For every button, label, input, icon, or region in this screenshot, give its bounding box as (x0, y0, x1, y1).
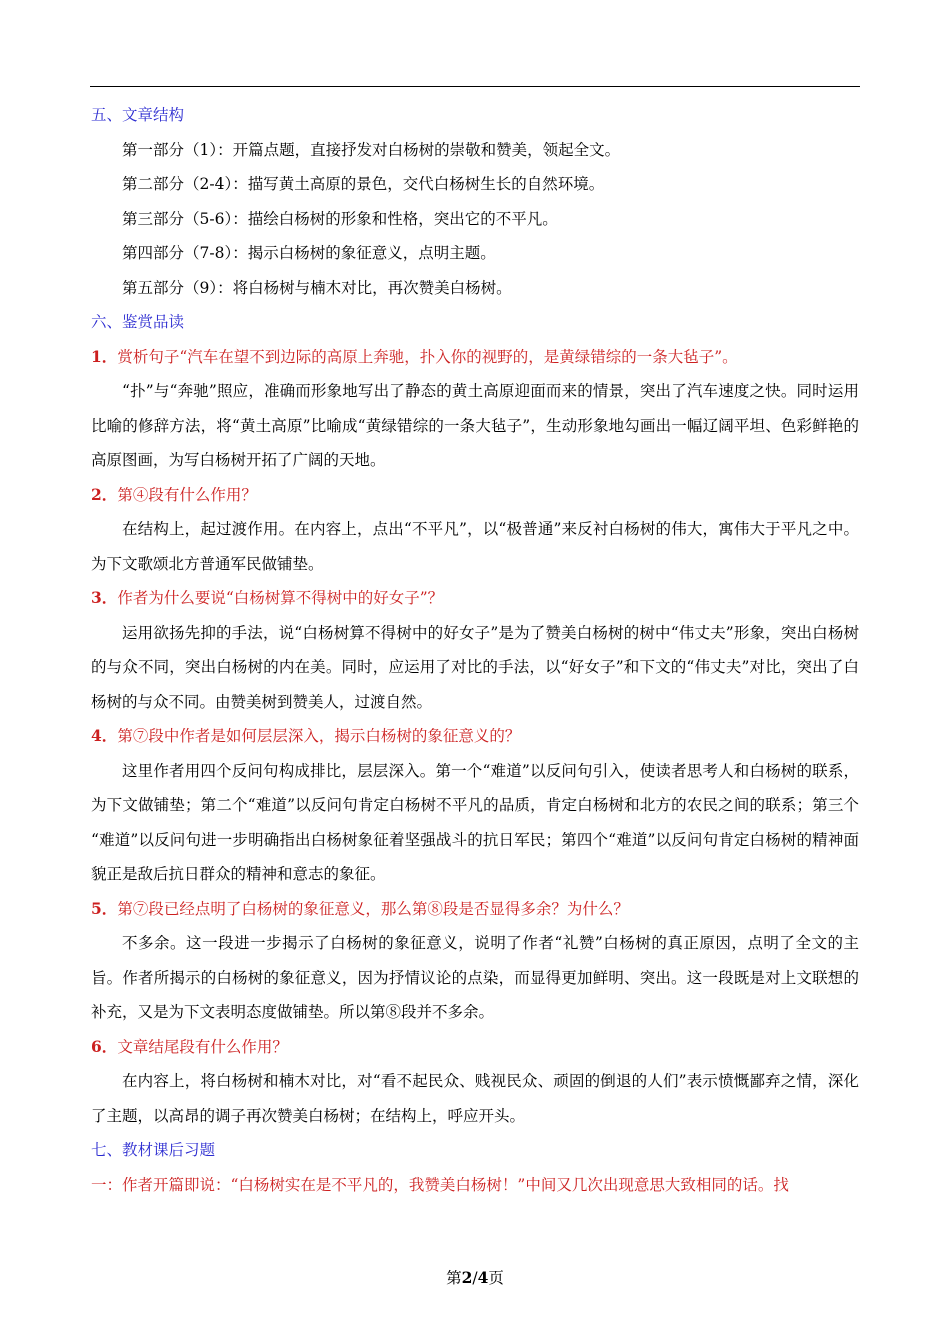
structure-part-5: 第五部分（9）：将白杨树与楠木对比，再次赞美白杨树。 (122, 278, 512, 297)
section-heading-appreciation: 六、鉴赏品读 (91, 313, 185, 331)
question-text: 作者为什么要说“白杨树算不得树中的好女子”？ (117, 589, 444, 607)
answer-3: 运用欲扬先抑的手法，说“白杨树算不得树中的好女子”是为了赞美白杨树的树中“伟丈夫”形象，突出白杨树的与众不同，突出白杨树的内在美。同时，应运用了对比的手法，以“好女子”和下文的“伟丈夫”对比，突出了白杨树的与众不同。由赞美树到赞美人，过渡自然。 (91, 623, 859, 711)
question-number: 2 (91, 484, 102, 504)
question-2: 2．第④段有什么作用？ (91, 484, 257, 504)
page-footer (0, 1266, 950, 1288)
section-heading-structure: 五、文章结构 (91, 106, 185, 124)
header-rule (90, 86, 860, 87)
question-text: 第⑦段已经点明了白杨树的象征意义，那么第⑧段是否显得多余？为什么？ (117, 899, 629, 918)
question-text: 第⑦段中作者是如何层层深入，揭示白杨树的象征意义的？ (117, 727, 521, 745)
footer-prefix: 第 (446, 1269, 462, 1287)
structure-part-1: 第一部分（1）：开篇点题，直接抒发对白杨树的崇敬和赞美，领起全文。 (122, 140, 621, 159)
current-page-number: 2 (461, 1268, 473, 1287)
answer-2: 在结构上，起过渡作用。在内容上，点出“不平凡”，以“极普通”来反衬白杨树的伟大，寓伟大于平凡之中。为下文歌颂北方普通军民做铺垫。 (91, 520, 859, 573)
question-number: 3 (91, 588, 102, 607)
total-page-number: 4 (477, 1268, 489, 1287)
structure-part-2: 第二部分（2-4）：描写黄土高原的景色，交代白杨树生长的自然环境。 (122, 175, 605, 193)
answer-4: 这里作者用四个反问句构成排比，层层深入。第一个“难道”以反问句引入，使读者思考人和白杨树的联系，为下文做铺垫；第二个“难道”以反问句肯定白杨树不平凡的品质，肯定白杨树和北方的农民之间的联系；第三个 “难道”以反问句进一步明确指出白杨树象征着坚强战斗的抗日军民；第四个“难道”以反问句肯定白杨树的精神面貌正是敌后抗日群众的精神和意志的象征。 (91, 761, 859, 883)
question-3: 3．作者为什么要说“白杨树算不得树中的好女子”？ (91, 588, 444, 607)
question-4: 4．第⑦段中作者是如何层层深入，揭示白杨树的象征意义的？ (91, 726, 521, 745)
structure-part-3: 第三部分（5-6）：描绘白杨树的形象和性格，突出它的不平凡。 (122, 209, 558, 228)
structure-part-4: 第四部分（7-8）：揭示白杨树的象征意义，点明主题。 (122, 244, 496, 262)
footer-separator: / (472, 1269, 478, 1287)
question-1: 1．赏析句子“汽车在望不到边际的高原上奔驰，扑入你的视野的，是黄绿错综的一条大毡子”。 (91, 346, 738, 366)
exercise-1: 一：作者开篇即说：“白杨树实在是不平凡的，我赞美白杨树！”中间又几次出现意思大致相同的话。找 (91, 1175, 789, 1194)
answer-6: 在内容上，将白杨树和楠木对比，对“看不起民众、贱视民众、顽固的倒退的人们”表示愤慨鄙弃之情，深化了主题，以高昂的调子再次赞美白杨树；在结构上，呼应开头。 (91, 1072, 859, 1125)
question-number: 5 (91, 898, 102, 918)
question-text: 赏析句子“汽车在望不到边际的高原上奔驰，扑入你的视野的，是黄绿错综的一条大毡子”。 (117, 347, 738, 366)
footer-suffix: 页 (488, 1269, 504, 1287)
answer-1: “扑”与“奔驰”照应，准确而形象地写出了静态的黄土高原迎面而来的情景，突出了汽车速度之快。同时运用比喻的修辞方法，将“黄土高原”比喻成“黄绿错综的一条大毡子”，生动形象地勾画出一幅辽阔平坦、色彩鲜艳的高原图画，为写白杨树开拓了广阔的天地。 (91, 382, 859, 469)
answer-5: 不多余。这一段进一步揭示了白杨树的象征意义，说明了作者“礼赞”白杨树的真正原因，点明了全文的主旨。作者所揭示的白杨树的象征意义，因为抒情议论的点染，而显得更加鲜明、突出。这一段既是对上文联想的补充，又是为下文表明态度做铺垫。所以第⑧段并不多余。 (91, 934, 859, 1021)
question-number: 6 (91, 1036, 102, 1056)
section-heading-exercises: 七、教材课后习题 (91, 1141, 216, 1159)
question-text: 第④段有什么作用？ (117, 485, 257, 504)
page-content (91, 98, 859, 1202)
question-5: 5．第⑦段已经点明了白杨树的象征意义，那么第⑧段是否显得多余？为什么？ (91, 898, 629, 918)
question-number: 4 (91, 726, 102, 745)
question-number: 1 (91, 346, 102, 366)
question-text: 文章结尾段有什么作用？ (117, 1037, 288, 1056)
question-6: 6．文章结尾段有什么作用？ (91, 1036, 288, 1056)
